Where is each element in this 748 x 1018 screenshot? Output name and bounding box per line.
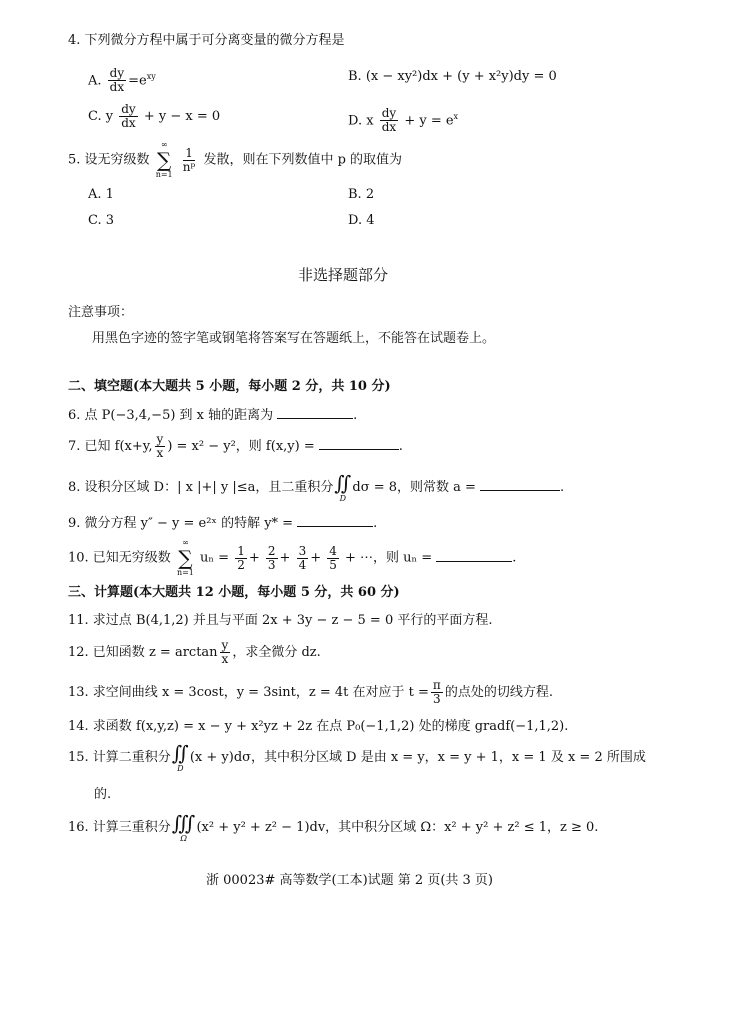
notice-text: 用黑色字迹的签字笔或钢笔将答案写在答题纸上，不能答在试题卷上。 bbox=[92, 331, 496, 346]
q4-option-d: D. x $\frac{dy}{dx}$ + $y = e^x$ bbox=[348, 106, 459, 135]
section-calculation-title: 三、计算题(本大题共 12 小题，每小题 5 分，共 60 分) bbox=[68, 585, 400, 600]
q13: 13. 求空间曲线 x = 3cost，y = 3sint，z = 4t 在对应于 t = $\frac{\pi}{3}$ 的点处的切线方程. bbox=[68, 678, 553, 706]
q8-answer-blank bbox=[480, 478, 560, 491]
q10-answer-blank bbox=[436, 549, 512, 562]
q5-option-b: B. 2 bbox=[348, 187, 375, 202]
q9-answer-blank bbox=[297, 514, 373, 527]
q6-answer-blank bbox=[277, 406, 353, 419]
q14: 14. 求函数 f(x,y,z) = x − y + x²yz + 2z 在点 P₀(−1,1,2) 处的梯度 gradf(−1,1,2). bbox=[68, 719, 569, 734]
q7-answer-blank bbox=[319, 437, 399, 450]
q5-option-c: C. 3 bbox=[88, 213, 115, 228]
q9: 9. 微分方程 y″ − y = e²ˣ 的特解 y* = . bbox=[68, 516, 378, 531]
q10: 10. 已知无穷级数 ∞ ∑ n=1 uₙ = $\frac{1}{2}$ + $\frac{2}{3}$ + $\frac{3}{4}$ + $\frac{4}{5}$ + ⋯，则 uₙ = . bbox=[68, 538, 517, 577]
part2-title: 非选择题部分 bbox=[298, 266, 389, 284]
q15: 15. 计算二重积分 ∬ D (x + y)dσ，其中积分区域 D 是由 x = y，x = y + 1，x = 1 及 x = 2 所围成 bbox=[68, 740, 646, 773]
q5-option-d: D. 4 bbox=[348, 213, 375, 228]
q4-stem: 4. 下列微分方程中属于可分离变量的微分方程是 bbox=[68, 33, 345, 48]
q4-option-a: A. $\frac{dy}{dx}$ $=e^{xy}$ bbox=[88, 66, 156, 95]
q8: 8. 设积分区域 D：| x |+| y |≤a，且二重积分 ∬ D dσ = 8，则常数 a = . bbox=[68, 470, 565, 503]
q7: 7. 已知 f(x+y, $\frac{y}{x}$ ) = x² − y²，则 f(x,y) = . bbox=[68, 432, 403, 460]
q12: 12. 已知函数 z = arctan $\frac{y}{x}$ ，求全微分 dz. bbox=[68, 638, 321, 666]
q4-option-b: B. (x − xy²)dx + (y + x²y)dy = 0 bbox=[348, 69, 557, 84]
q5-stem: 5. 设无穷级数 ∞ ∑ n=1 $\frac{1}{\text{nᵖ}}$ 发散，则在下列数值中 p 的取值为 bbox=[68, 140, 403, 179]
q16: 16. 计算三重积分 ∭ Ω (x² + y² + z² − 1)dv，其中积分区域 Ω：x² + y² + z² ≤ 1，z ≥ 0. bbox=[68, 810, 599, 843]
page-footer: 浙 00023# 高等数学(工本)试题 第 2 页(共 3 页) bbox=[206, 873, 494, 888]
q5-option-a: A. 1 bbox=[88, 187, 114, 202]
q15-continuation: 的. bbox=[94, 787, 112, 802]
section-fill-in-title: 二、填空题(本大题共 5 小题，每小题 2 分，共 10 分) bbox=[68, 379, 391, 394]
q11: 11. 求过点 B(4,1,2) 并且与平面 2x + 3y − z − 5 = 0 平行的平面方程. bbox=[68, 613, 493, 628]
q6: 6. 点 P(−3,4,−5) 到 x 轴的距离为 . bbox=[68, 408, 358, 423]
q4-option-c: C. y $\frac{dy}{dx}$ + y − x = 0 bbox=[88, 102, 221, 130]
notice-title: 注意事项： bbox=[68, 305, 134, 320]
